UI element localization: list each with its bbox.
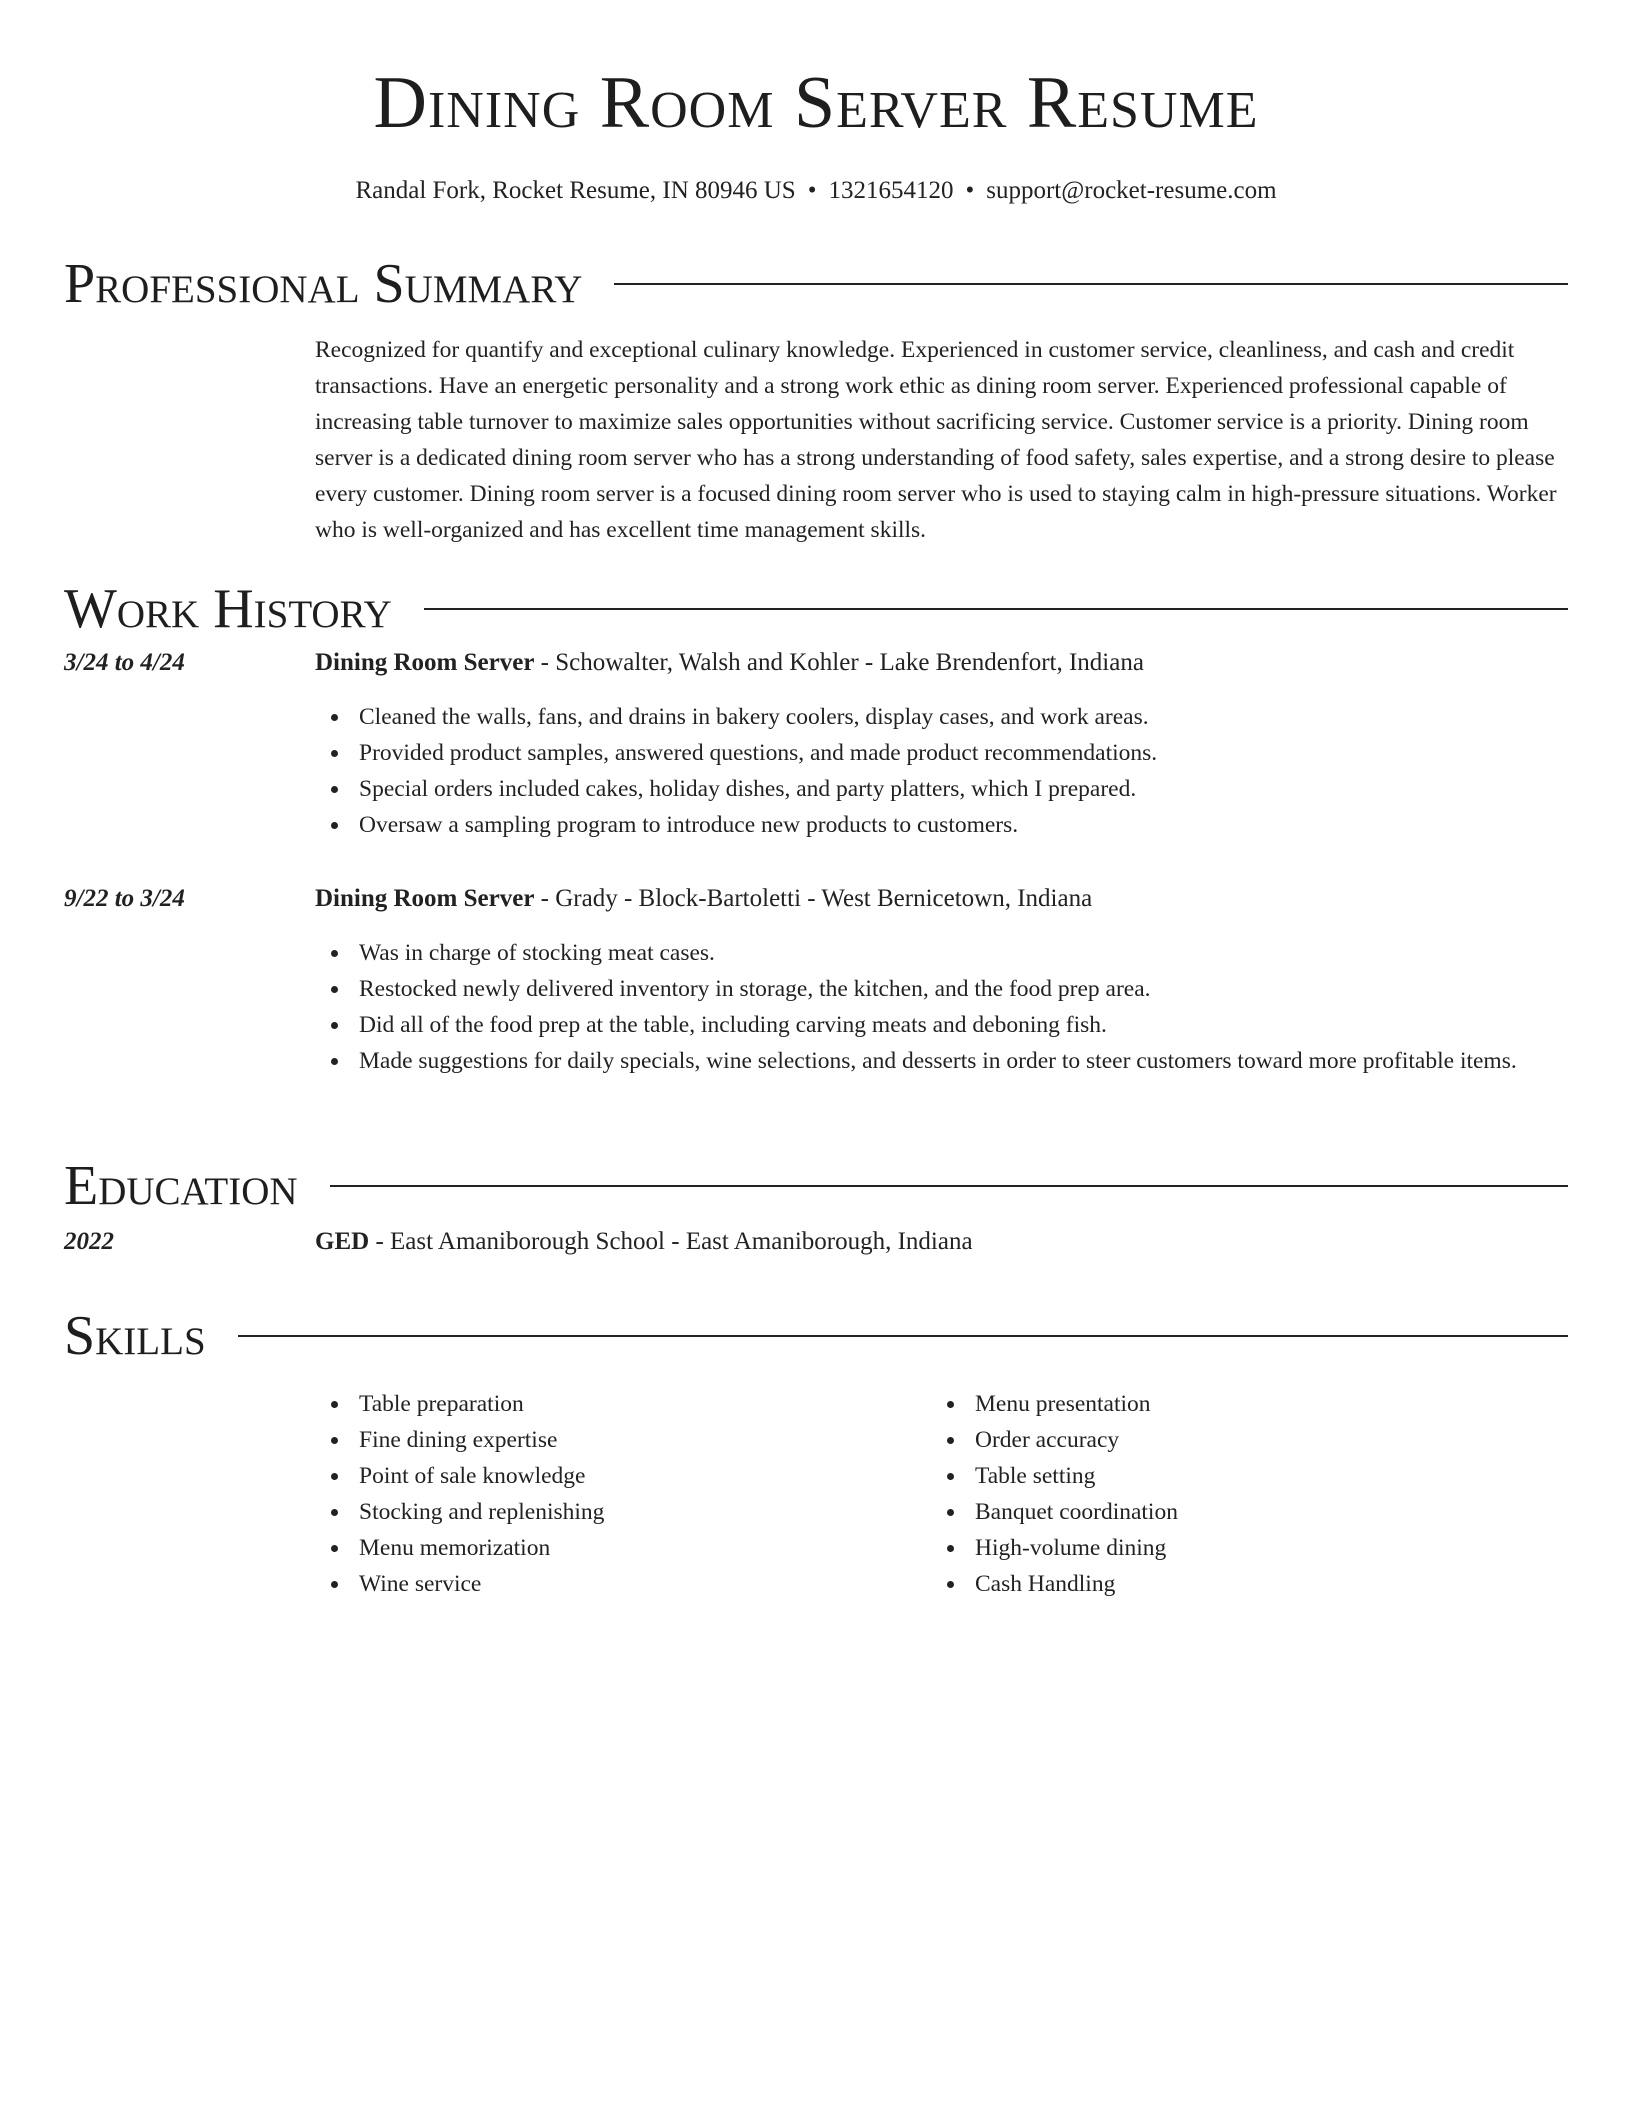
education-heading: Education <box>64 1155 298 1217</box>
job-bullets <box>315 935 1568 1079</box>
skill-item: Table setting <box>931 1458 1547 1494</box>
education-header-line <box>315 1224 1568 1260</box>
work-history-heading: Work History <box>64 578 392 640</box>
education-year: 2022 <box>64 1228 114 1255</box>
work-history-section <box>64 579 1568 1079</box>
resume-page <box>64 0 1568 1597</box>
list-item: Did all of the food prep at the table, including carving meats and deboning fish. <box>315 1007 1568 1043</box>
section-divider <box>330 1185 1568 1187</box>
list-item: Cleaned the walls, fans, and drains in bakery coolers, display cases, and work areas. <box>315 699 1568 735</box>
job-title: Dining Room Server <box>315 885 535 912</box>
contact-phone: 1321654120 <box>828 177 954 204</box>
skills-heading: Skills <box>64 1305 206 1367</box>
education-details: - East Amaniborough School - East Amaniborough, Indiana <box>369 1228 973 1255</box>
list-item: Provided product samples, answered questions, and made product recommendations. <box>315 735 1568 771</box>
list-item: Was in charge of stocking meat cases. <box>315 935 1568 971</box>
summary-header <box>64 254 1568 314</box>
section-divider <box>424 608 1568 610</box>
skill-item: Stocking and replenishing <box>315 1494 931 1530</box>
education-entry <box>64 1224 1568 1260</box>
summary-heading: Professional Summary <box>64 253 583 315</box>
skills-section <box>64 1306 1568 1602</box>
skill-item: Order accuracy <box>931 1422 1547 1458</box>
skills-grid <box>315 1386 1568 1602</box>
job-details: - Schowalter, Walsh and Kohler - Lake Brendenfort, Indiana <box>534 649 1144 676</box>
contact-email[interactable]: support@rocket-resume.com <box>986 177 1277 204</box>
work-history-header <box>64 579 1568 639</box>
job-header <box>315 645 1568 681</box>
education-header <box>64 1156 1568 1216</box>
skills-column-left <box>315 1386 931 1602</box>
contact-line <box>64 174 1568 208</box>
skills-column-right <box>931 1386 1547 1602</box>
skill-item: Menu presentation <box>931 1386 1547 1422</box>
skill-item: Fine dining expertise <box>315 1422 931 1458</box>
contact-separator: • <box>965 177 975 204</box>
skill-item: High-volume dining <box>931 1530 1547 1566</box>
job-details: - Grady - Block-Bartoletti - West Bernicetown, Indiana <box>534 885 1093 912</box>
list-item: Special orders included cakes, holiday dishes, and party platters, which I prepared. <box>315 771 1568 807</box>
job-entry <box>64 645 1568 843</box>
contact-separator: • <box>807 177 817 204</box>
skills-header <box>64 1306 1568 1366</box>
education-degree: GED <box>315 1228 370 1255</box>
skill-item: Table preparation <box>315 1386 931 1422</box>
job-title: Dining Room Server <box>315 649 535 676</box>
section-divider <box>238 1335 1568 1337</box>
contact-address: Randal Fork, Rocket Resume, IN 80946 US <box>355 177 796 204</box>
job-header <box>315 881 1568 917</box>
list-item: Made suggestions for daily specials, wine selections, and desserts in order to steer customers toward more profitable items. <box>315 1043 1568 1079</box>
skill-item: Cash Handling <box>931 1566 1547 1602</box>
section-divider <box>614 283 1568 285</box>
job-dates: 9/22 to 3/24 <box>64 885 185 912</box>
job-bullets <box>315 699 1568 843</box>
page-title: Dining Room Server Resume <box>373 62 1259 144</box>
skill-item: Point of sale knowledge <box>315 1458 931 1494</box>
list-item: Restocked newly delivered inventory in storage, the kitchen, and the food prep area. <box>315 971 1568 1007</box>
summary-section <box>64 254 1568 548</box>
job-dates: 3/24 to 4/24 <box>64 649 185 676</box>
skill-item: Wine service <box>315 1566 931 1602</box>
summary-text: Recognized for quantify and exceptional culinary knowledge. Experienced in customer service, cleanliness, and cash and credit transactions. Have an energetic personality and a strong work ethic as dining room server. Experienced professional capable of increasing table turnover to maximize sales opportunities without sacrificing service. Customer service is a priority. Dining room server is a dedicated dining room server who has a strong understanding of food safety, sales expertise, and a strong desire to please every customer. Dining room server is a focused dining room server who is used to staying calm in high-pressure situations. Worker who is well-organized and has excellent time management skills. <box>315 337 1557 543</box>
list-item: Oversaw a sampling program to introduce new products to customers. <box>315 807 1568 843</box>
job-entry <box>64 881 1568 1079</box>
skill-item: Banquet coordination <box>931 1494 1547 1530</box>
skill-item: Menu memorization <box>315 1530 931 1566</box>
education-section <box>64 1156 1568 1260</box>
